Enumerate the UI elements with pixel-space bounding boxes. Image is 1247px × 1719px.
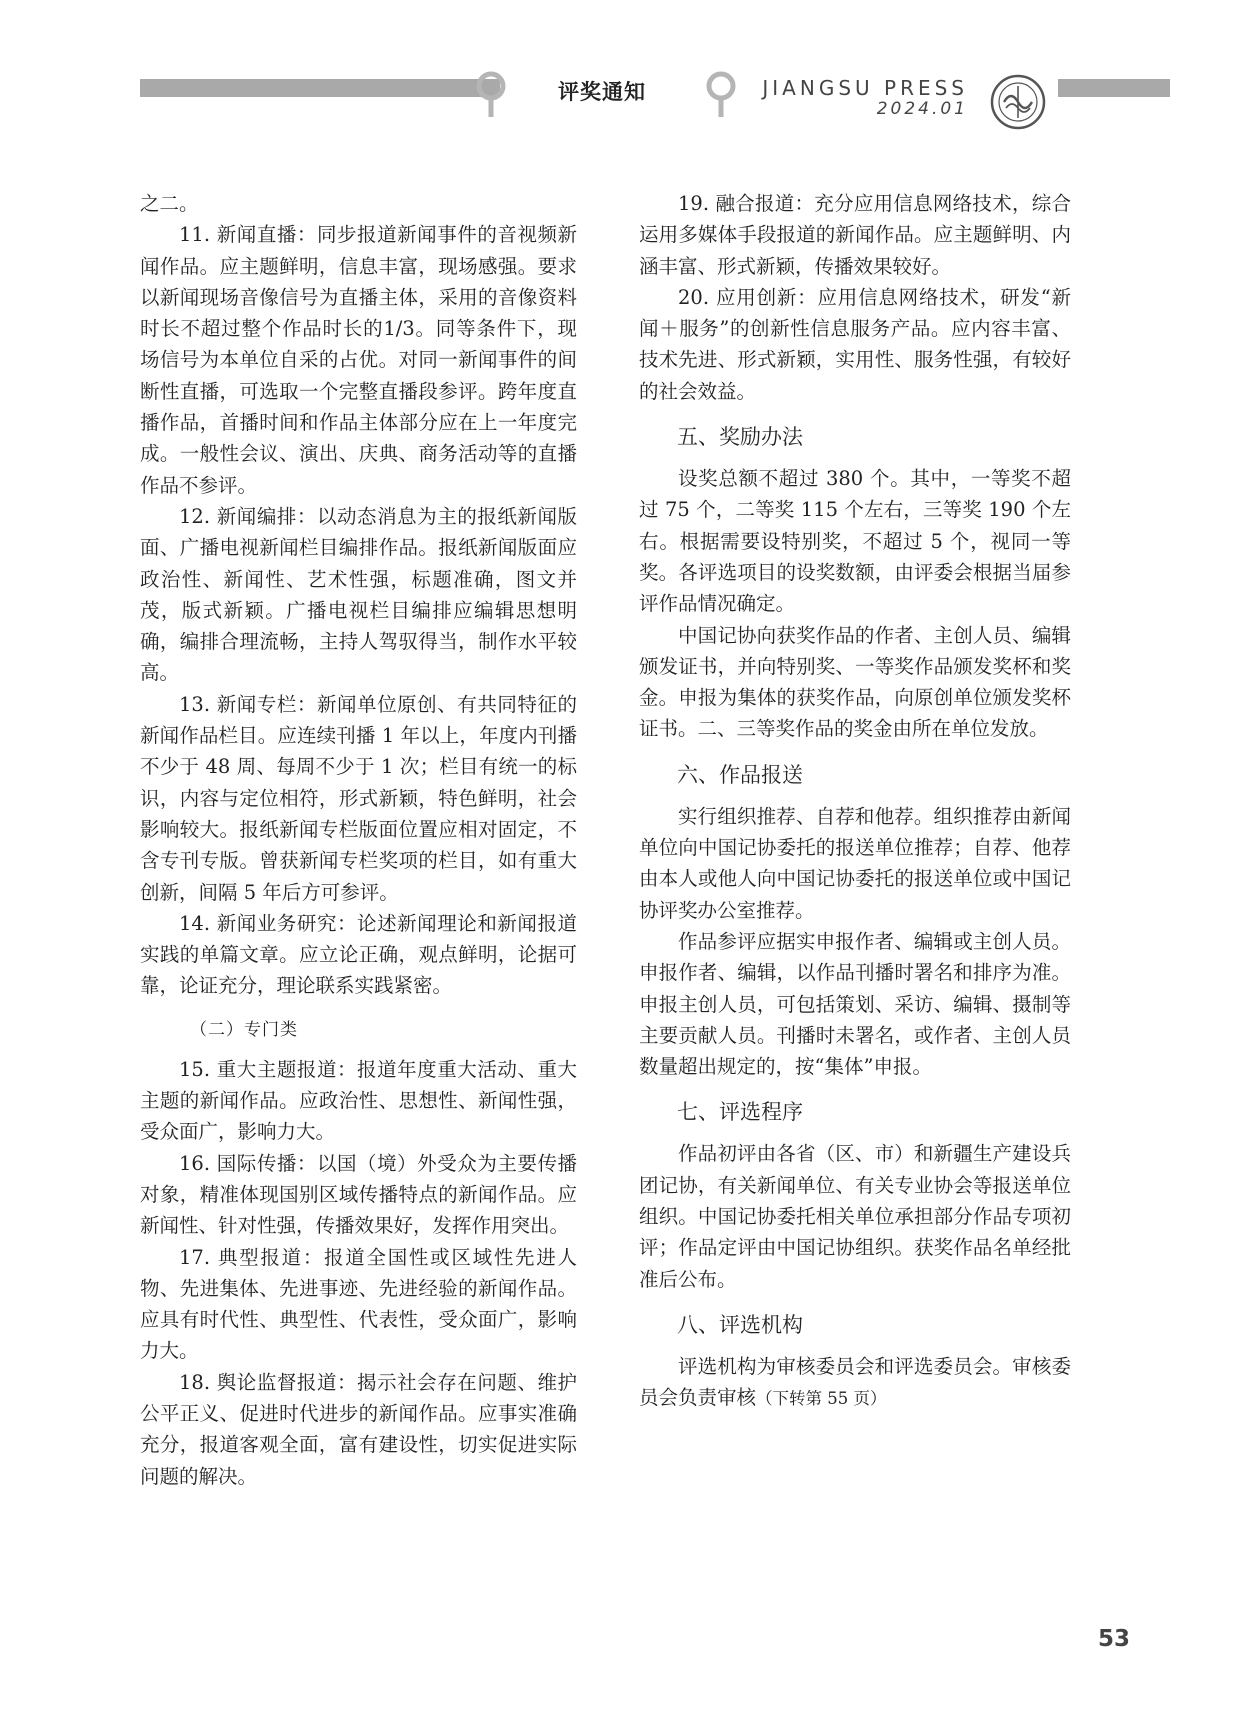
continued-on-page-note: （下转第 55 页） bbox=[756, 1389, 887, 1409]
body-paragraph: 18. 舆论监督报道：揭示社会存在问题、维护公平正义、促进时代进步的新闻作品。应事实准确充分，报道客观全面，富有建设性，切实促进实际问题的解决。 bbox=[140, 1370, 577, 1488]
right-text-column bbox=[639, 188, 1071, 1415]
paragraph-text: 评选机构为审核委员会和评选委员会。审核委员会负责审核 bbox=[639, 1354, 1071, 1410]
magazine-brand bbox=[762, 78, 968, 118]
association-seal-icon bbox=[990, 74, 1046, 130]
body-paragraph: 作品参评应据实申报作者、编辑或主创人员。申报作者、编辑，以作品刊播时署名和排序为准。申报主创人员，可包括策划、采访、编辑、摄制等主要贡献人员。刊播时未署名，或作者、主创人员数量超出规定的，按“集体”申报。 bbox=[639, 929, 1071, 1079]
brand-name: JIANGSU PRESS bbox=[762, 76, 968, 100]
header-rule-right bbox=[1058, 79, 1170, 97]
section-heading: 七、评选程序 bbox=[677, 1100, 803, 1125]
body-paragraph: 17. 典型报道：报道全国性或区域性先进人物、先进集体、先进事迹、先进经验的新闻作品。应具有时代性、典型性、代表性，受众面广，影响力大。 bbox=[140, 1245, 577, 1363]
issue-number: 2024.01 bbox=[876, 99, 968, 119]
section-heading: （二）专门类 bbox=[190, 1019, 298, 1040]
body-paragraph: 15. 重大主题报道：报道年度重大活动、重大主题的新闻作品。应政治性、思想性、新闻性强，受众面广，影响力大。 bbox=[140, 1057, 577, 1144]
body-paragraph: 13. 新闻专栏：新闻单位原创、有共同特征的新闻作品栏目。应连续刊播 1 年以上，年度内刊播不少于 48 周、每周不少于 1 次；栏目有统一的标识，内容与定位相符，形式新颖，特色鲜明，社会影响较大。报纸新闻专栏版面位置应相对固定，不含专刊专版。曾获新闻专栏奖项的栏目，如有重大创新，间隔 5 年后方可参评。 bbox=[140, 692, 577, 904]
body-paragraph: 中国记协向获奖作品的作者、主创人员、编辑颁发证书，并向特别奖、一等奖作品颁发奖杯和奖金。申报为集体的获奖作品，向原创单位颁发奖杯证书。二、三等奖作品的奖金由所在单位发放。 bbox=[639, 623, 1071, 741]
body-paragraph: 12. 新闻编排：以动态消息为主的报纸新闻版面、广播电视新闻栏目编排作品。报纸新闻版面应政治性、新闻性、艺术性强，标题准确，图文并茂，版式新颖。广播电视栏目编排应编辑思想明确，编排合理流畅，主持人驾驭得当，制作水平较高。 bbox=[140, 504, 577, 685]
body-paragraph: 作品初评由各省（区、市）和新疆生产建设兵团记协，有关新闻单位、有关专业协会等报送单位组织。中国记协委托相关单位承担部分作品专项初评；作品定评由中国记协组织。获奖作品名单经批准后公布。 bbox=[639, 1142, 1071, 1291]
page-number: 53 bbox=[1098, 1626, 1131, 1652]
body-paragraph: 实行组织推荐、自荐和他荐。组织推荐由新闻单位向中国记协委托的报送单位推荐；自荐、他荐由本人或他人向中国记协委托的报送单位或中国记协评奖办公室推荐。 bbox=[639, 804, 1071, 922]
body-paragraph: 11. 新闻直播：同步报道新闻事件的音视频新闻作品。应主题鲜明，信息丰富，现场感强。要求以新闻现场音像信号为直播主体，采用的音像资料时长不超过整个作品时长的1/3。同等条件下，现场信号为本单位自采的占优。对同一新闻事件的间断性直播，可选取一个完整直播段参评。跨年度直播作品，首播时间和作品主体部分应在上一年度完成。一般性会议、演出、庆典、商务活动等的直播作品不参评。 bbox=[140, 223, 577, 497]
body-paragraph: 16. 国际传播：以国（境）外受众为主要传播对象，精准体现国别区域传播特点的新闻作品。应新闻性、针对性强，传播效果好，发挥作用突出。 bbox=[140, 1151, 577, 1238]
section-title: 评奖通知 bbox=[558, 80, 646, 104]
section-heading: 六、作品报送 bbox=[677, 762, 803, 787]
body-paragraph: 20. 应用创新：应用信息网络技术，研发“新闻＋服务”的创新性信息服务产品。应内容丰富、技术先进、形式新颖，实用性、服务性强，有较好的社会效益。 bbox=[639, 285, 1071, 403]
body-paragraph bbox=[639, 1351, 1071, 1415]
map-pin-icon bbox=[704, 70, 738, 120]
body-paragraph: 14. 新闻业务研究：论述新闻理论和新闻报道实践的单篇文章。应立论正确，观点鲜明，论据可靠，论证充分，理论联系实践紧密。 bbox=[140, 911, 577, 998]
left-text-column bbox=[140, 188, 577, 1492]
map-pin-icon bbox=[474, 70, 508, 120]
body-paragraph: 之二。 bbox=[140, 192, 199, 215]
body-paragraph: 19. 融合报道：充分应用信息网络技术，综合运用多媒体手段报道的新闻作品。应主题鲜明、内涵丰富、形式新颖，传播效果较好。 bbox=[639, 192, 1071, 278]
body-paragraph: 设奖总额不超过 380 个。其中，一等奖不超过 75 个，二等奖 115 个左右，三等奖 190 个左右。根据需要设特别奖，不超过 5 个，视同一等奖。各评选项目的设奖数额，由评委会根据当届参评作品情况确定。 bbox=[639, 467, 1071, 616]
header-rule-left bbox=[140, 79, 500, 97]
section-heading: 五、奖励办法 bbox=[677, 425, 803, 450]
section-heading: 八、评选机构 bbox=[677, 1312, 803, 1337]
